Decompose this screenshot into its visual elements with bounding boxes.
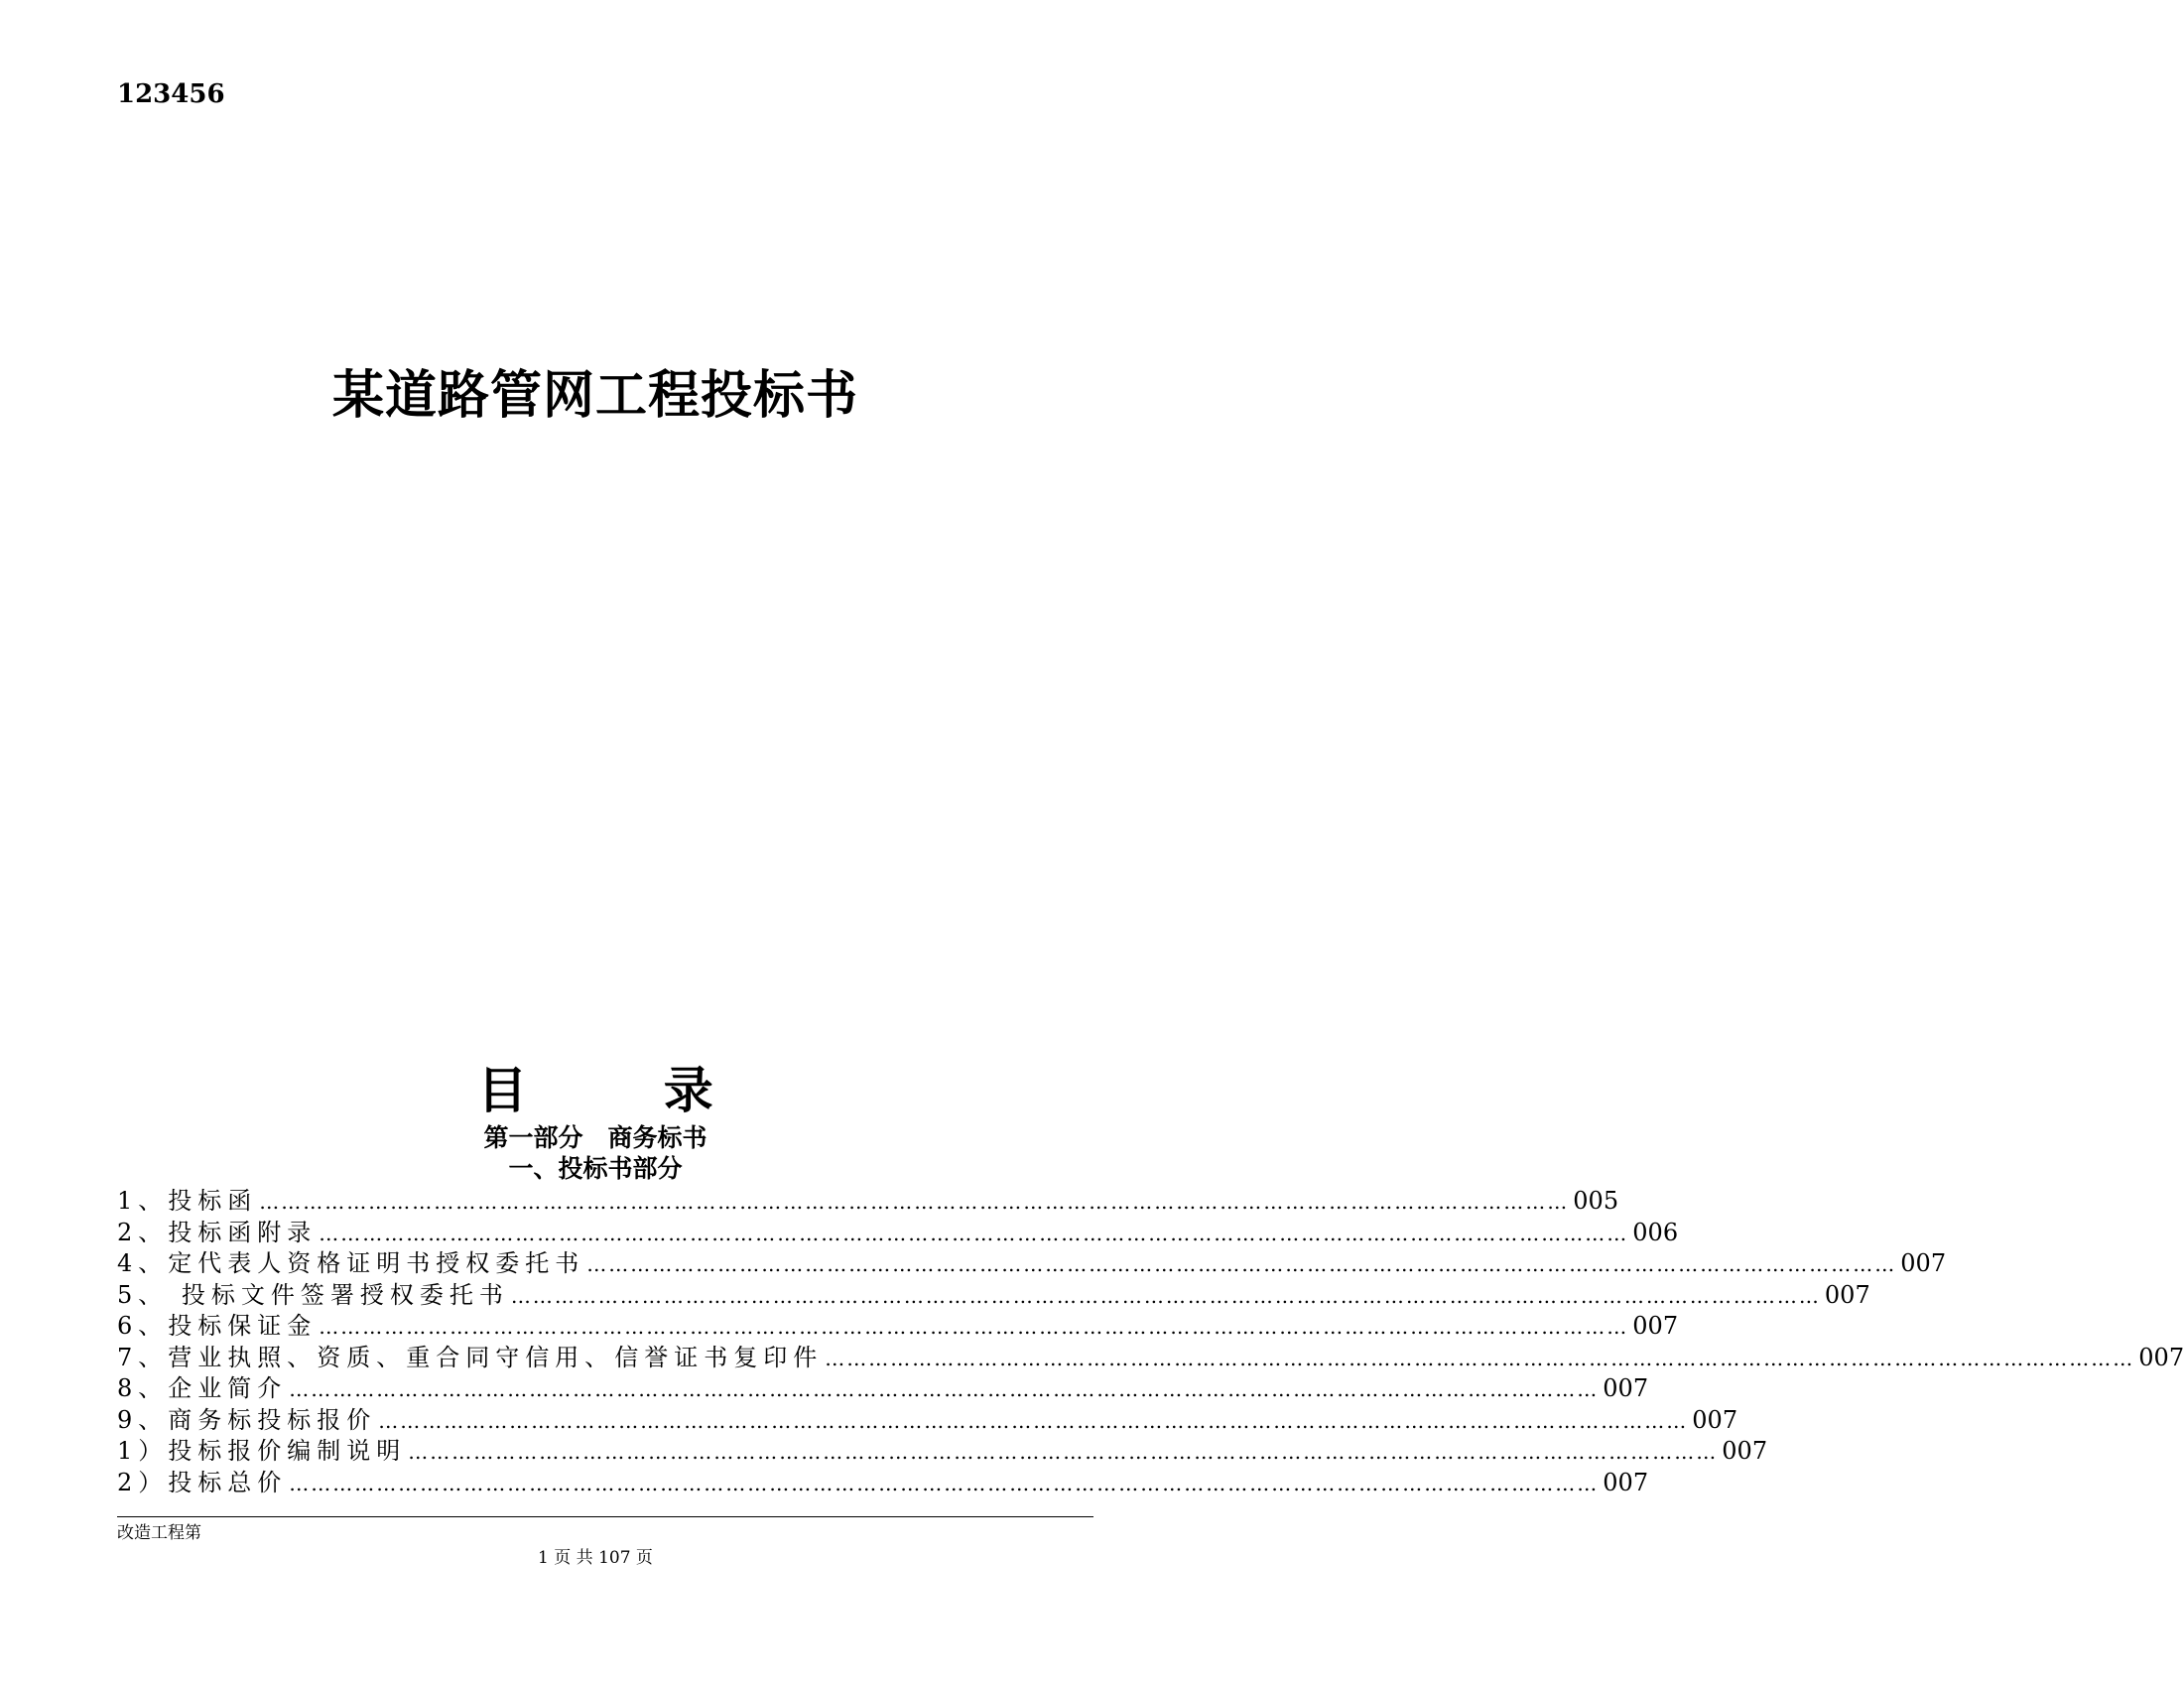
toc-dot-leader: ……………………………………………………………………………………………………………………………………………………………… — [289, 1377, 1600, 1401]
toc-entry-label: 4、定代表人资格证明书授权委托书 — [117, 1249, 585, 1277]
document-code: 123456 — [117, 79, 225, 109]
toc-entry-label: 5、 投标文件签署授权委托书 — [117, 1280, 509, 1309]
footer-left-text: 改造工程第 — [117, 1523, 201, 1543]
footer-page-number: 1 页 共 107 页 — [538, 1548, 653, 1568]
toc-dot-leader: ……………………………………………………………………………………………………………………………………………………………… — [289, 1471, 1600, 1495]
toc-entry-label: 6、投标保证金 — [117, 1312, 318, 1340]
toc-entry[interactable] — [117, 1280, 1870, 1312]
toc-entry-page: 007 — [1632, 1312, 1679, 1340]
toc-heading: 目 录 — [477, 1062, 713, 1119]
toc-entry[interactable] — [117, 1186, 1619, 1218]
toc-entry-page: 007 — [1603, 1468, 1649, 1496]
toc-dot-leader: ……………………………………………………………………………………………………………………………………………………………… — [408, 1440, 1719, 1464]
toc-entry[interactable] — [117, 1343, 2184, 1374]
toc-entry-page: 007 — [1692, 1405, 1738, 1434]
footer-divider — [117, 1516, 1093, 1517]
toc-dot-leader: ……………………………………………………………………………………………………………………………………………………………… — [825, 1346, 2135, 1370]
toc-entry[interactable] — [117, 1405, 1738, 1437]
toc-entry[interactable] — [117, 1436, 1768, 1468]
toc-dot-leader: ……………………………………………………………………………………………………………………………………………………………… — [319, 1221, 1629, 1245]
toc-part-title: 第一部分 商务标书 — [483, 1123, 707, 1152]
toc-entry-label: 7、营业执照、资质、重合同守信用、信誉证书复印件 — [117, 1343, 824, 1371]
toc-dot-leader: ……………………………………………………………………………………………………………………………………………………………… — [319, 1315, 1629, 1339]
toc-list — [117, 1186, 2184, 1498]
toc-entry-page: 005 — [1573, 1187, 1619, 1215]
toc-dot-leader: ……………………………………………………………………………………………………………………………………………………………… — [259, 1190, 1570, 1214]
toc-entry-label: 9、商务标投标报价 — [117, 1405, 377, 1434]
toc-dot-leader: ……………………………………………………………………………………………………………………………………………………………… — [510, 1283, 1821, 1308]
toc-entry-page: 007 — [1603, 1374, 1649, 1402]
toc-entry-page: 007 — [1722, 1437, 1768, 1465]
toc-dot-leader: ……………………………………………………………………………………………………………………………………………………………… — [586, 1252, 1897, 1276]
toc-entry-label: 1）投标报价编制说明 — [117, 1437, 407, 1465]
toc-entry-page: 007 — [1824, 1280, 1870, 1309]
toc-entry[interactable] — [117, 1248, 1947, 1280]
toc-entry-label: 8、企业简介 — [117, 1374, 288, 1402]
toc-section-title: 一、投标书部分 — [508, 1154, 683, 1183]
toc-entry[interactable] — [117, 1373, 1649, 1405]
toc-entry-page: 006 — [1632, 1218, 1679, 1246]
toc-entry-label: 1、投标函 — [117, 1187, 258, 1215]
toc-entry-label: 2、投标函附录 — [117, 1218, 318, 1246]
document-title: 某道路管网工程投标书 — [331, 366, 858, 426]
toc-entry-label: 2）投标总价 — [117, 1468, 288, 1496]
toc-entry-page: 007 — [1900, 1249, 1947, 1277]
toc-entry-page: 007 — [2138, 1343, 2184, 1371]
toc-entry[interactable] — [117, 1311, 1679, 1343]
toc-entry[interactable] — [117, 1468, 1649, 1499]
toc-entry[interactable] — [117, 1218, 1679, 1249]
toc-dot-leader: ……………………………………………………………………………………………………………………………………………………………… — [378, 1408, 1689, 1433]
